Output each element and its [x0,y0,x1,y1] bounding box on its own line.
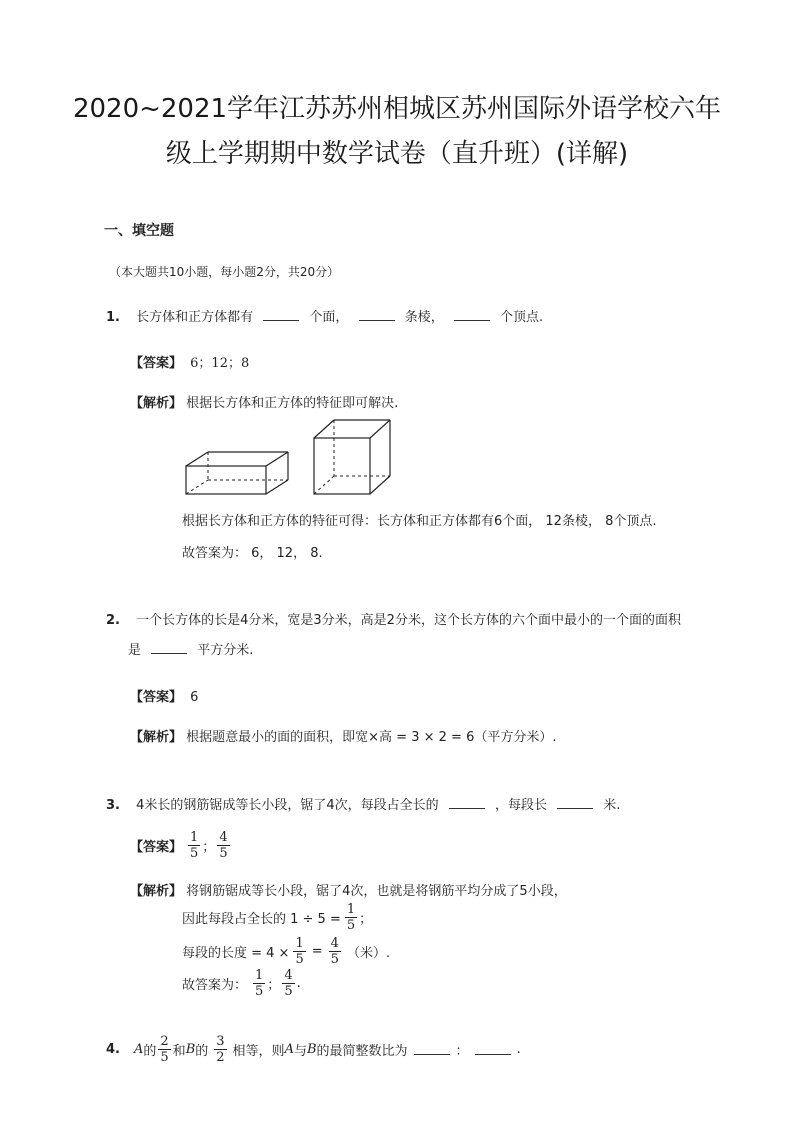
fraction: $\frac{1}{5}$ [255,968,264,999]
fraction: $\frac{4}{5}$ [330,936,339,967]
document-title-line1: 2020~2021学年江苏苏州相城区苏州国际外语学校六年 [72,94,722,124]
answer-summary: 故答案为： $\frac{1}{5}$ ； $\frac{4}{5}$ . [182,968,301,999]
answer-blank [449,798,485,809]
analysis-detail: 根据长方体和正方体的特征可得：长方体和正方体都有6个面， 12条棱， 8个顶点. [182,514,657,529]
question-number: 4. [106,1042,120,1057]
analysis-label: 【解析】 [130,730,183,745]
document-title-line2: 级上学期期中数学试卷（直升班）(详解) [165,139,629,169]
analysis-row [130,392,398,411]
question-2-continued: 是 平方分米. [128,643,254,658]
question-4: 4. A 的 $\frac{2}{5}$ 和 B 的 $\frac{3}{2}$ 相等，则 A 与 B 的最简整数比为 ： . [106,1034,521,1065]
fraction: $\frac{2}{5}$ [160,1034,169,1065]
answer-blank [151,643,187,654]
answer-blank [454,310,490,321]
answer-row: 【答案】 $\frac{1}{5}$ ； $\frac{4}{5}$ [130,830,228,861]
fraction: $\frac{4}{5}$ [284,968,293,999]
answer-fraction: $\frac{4}{5}$ [219,830,228,861]
fraction: $\frac{1}{5}$ [295,936,304,967]
answer-label: 【答案】 [130,840,183,855]
analysis-text: 根据长方体和正方体的特征即可解决. [186,396,399,411]
question-3: 3. 4米长的钢筋锯成等长小段，锯了4次，每段占全长的 ，每段长 米. [106,798,621,813]
section-note: （本大题共10小题，每小题2分，共20分） [109,265,340,279]
analysis-row [130,880,567,899]
answer-row [130,352,249,371]
section-heading: 一、填空题 [104,223,174,239]
answer-blank [557,798,593,809]
analysis-text: 将钢筋锯成等长小段，锯了4次，也就是将钢筋平均分成了5小段， [186,884,567,899]
cube-figure [312,418,394,496]
answer-label: 【答案】 [130,356,183,371]
fraction: $\frac{1}{5}$ [346,902,356,933]
analysis-row [130,726,556,745]
answer-blank [359,310,395,321]
analysis-step: 每段的长度 = 4 × $\frac{1}{5}$ = $\frac{4}{5}$ （米）. [182,936,391,967]
answer-blank [475,1044,511,1055]
question-2: 2. 一个长方体的长是4分米，宽是3分米，高是2分米，这个长方体的六个面中最小的一个面的面积 [106,613,681,628]
answer-value: 6 [190,690,199,705]
answer-row [130,686,198,705]
fraction: $\frac{3}{2}$ [216,1034,225,1065]
question-number: 2. [106,613,120,628]
answer-summary: 故答案为： 6， 12， 8. [182,546,323,561]
analysis-text: 根据题意最小的面的面积，即宽×高 = 3 × 2 = 6（平方分米）. [186,730,557,745]
analysis-label: 【解析】 [130,884,183,899]
question-number: 3. [106,798,120,813]
answer-blank [414,1044,450,1055]
analysis-label: 【解析】 [130,396,183,411]
question-1: 1. 长方体和正方体都有 个面， 条棱， 个顶点. [106,310,544,325]
answer-label: 【答案】 [130,690,183,705]
question-number: 1. [106,310,120,325]
answer-value: 6；12；8 [190,356,250,371]
answer-blank [263,310,299,321]
analysis-step: 因此每段占全长的 1 ÷ 5 = $\frac{1}{5}$ ； [182,902,373,933]
answer-fraction: $\frac{1}{5}$ [190,830,199,861]
cuboid-figure [184,450,294,496]
